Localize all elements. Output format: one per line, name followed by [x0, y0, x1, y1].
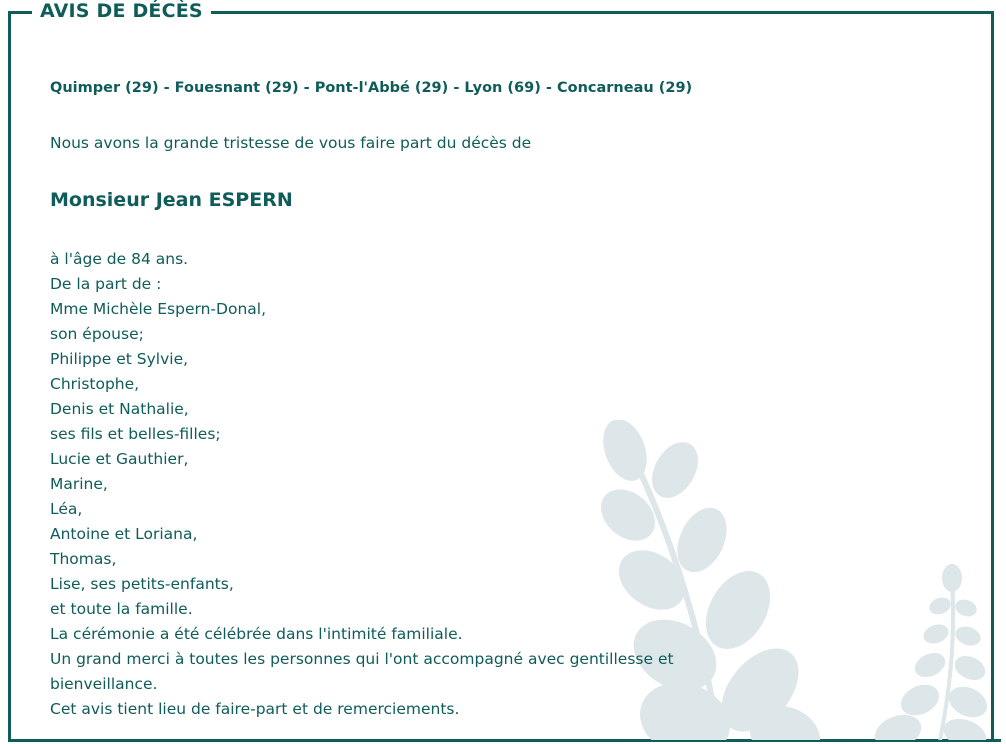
locations-line: Quimper (29) - Fouesnant (29) - Pont-l'Abbé (29) - Lyon (69) - Concarneau (29)	[50, 80, 693, 96]
body-line: Denis et Nathalie,	[50, 400, 189, 418]
body-line: Antoine et Loriana,	[50, 525, 198, 543]
body-line: De la part de :	[50, 275, 162, 293]
body-line: Lise, ses petits-enfants,	[50, 575, 234, 593]
intro-text: Nous avons la grande tristesse de vous faire part du décès de	[50, 134, 532, 152]
body-line: Léa,	[50, 500, 83, 518]
body-line: Marine,	[50, 475, 108, 493]
body-line: bienveillance.	[50, 675, 158, 693]
body-line: et toute la famille.	[50, 600, 193, 618]
body-line: Cet avis tient lieu de faire-part et de remerciements.	[50, 700, 460, 718]
body-line: à l'âge de 84 ans.	[50, 250, 189, 268]
body-line: La cérémonie a été célébrée dans l'intimité familiale.	[50, 625, 463, 643]
body-line: Un grand merci à toutes les personnes qui l'ont accompagné avec gentillesse et	[50, 650, 674, 668]
notice-heading: AVIS DE DÉCÈS	[32, 0, 211, 24]
body-line: son épouse;	[50, 325, 144, 343]
body-line: Philippe et Sylvie,	[50, 350, 189, 368]
body-line: Christophe,	[50, 375, 140, 393]
body-line: Thomas,	[50, 550, 117, 568]
body-line: ses fils et belles-filles;	[50, 425, 221, 443]
deceased-name: Monsieur Jean ESPERN	[50, 189, 293, 211]
notice-body	[50, 247, 674, 722]
body-line: Mme Michèle Espern-Donal,	[50, 300, 267, 318]
body-line: Lucie et Gauthier,	[50, 450, 189, 468]
